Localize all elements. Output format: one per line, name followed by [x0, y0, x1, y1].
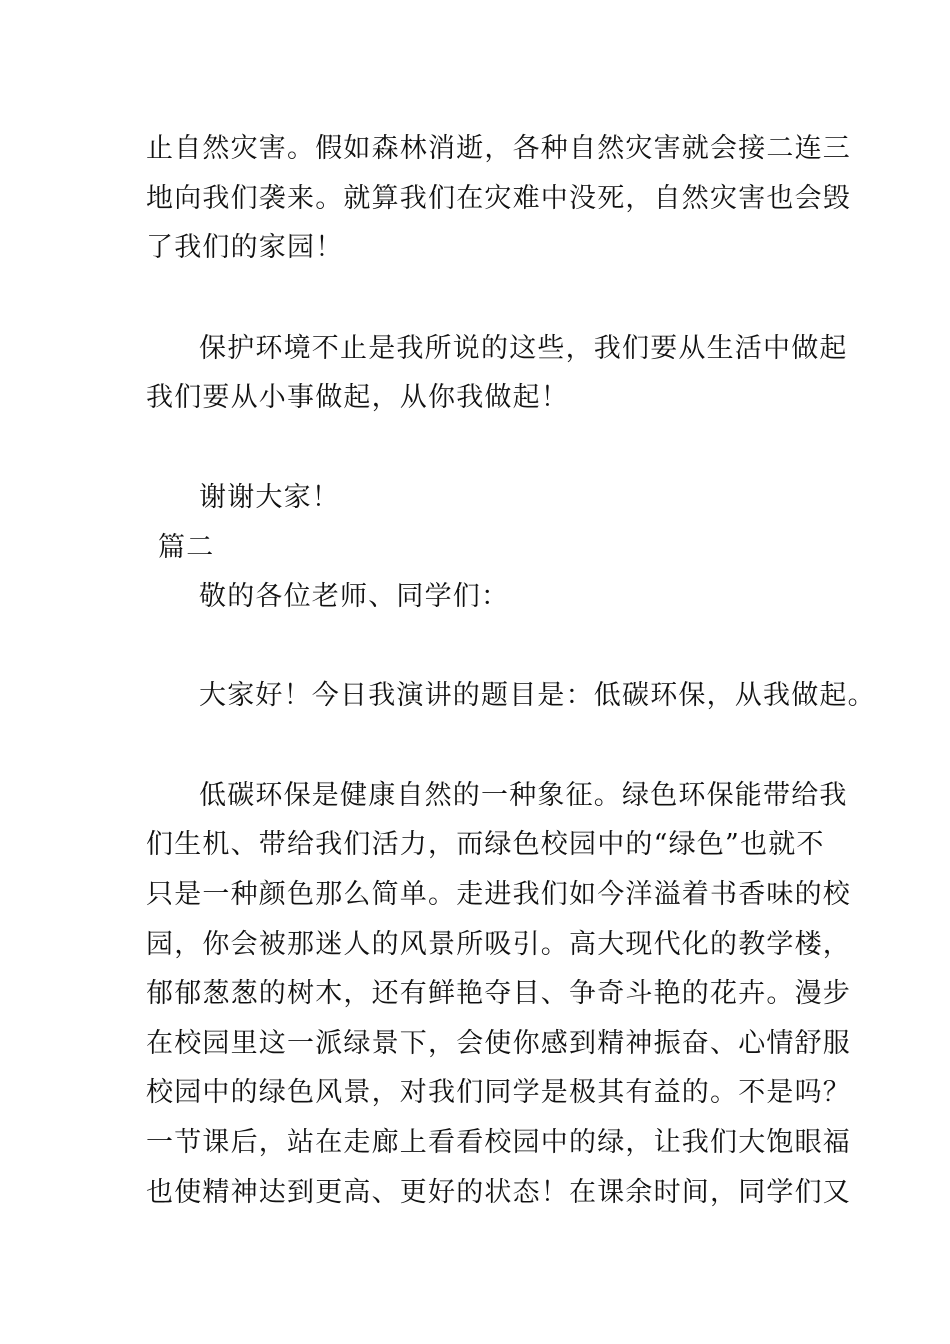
greeting-line: 敬的各位老师、同学们：	[199, 581, 510, 612]
paragraph-line: 也使精神达到更高、更好的状态！在课余时间，同学们又	[146, 1177, 851, 1208]
paragraph-line: 一节课后，站在走廊上看看校园中的绿，让我们大饱眼福	[146, 1127, 851, 1158]
section-title: 篇二	[158, 532, 215, 563]
paragraph-line: 低碳环保是健康自然的一种象征。绿色环保能带给我	[199, 780, 848, 811]
paragraph-line: 地向我们袭来。就算我们在灾难中没死，自然灾害也会毁	[146, 183, 851, 214]
paragraph-line: 保护环境不止是我所说的这些，我们要从生活中做起	[199, 333, 848, 364]
paragraph-line: 在校园里这一派绿景下，会使你感到精神振奋、心情舒服	[146, 1028, 851, 1059]
paragraph-line: 郁郁葱葱的树木，还有鲜艳夺目、争奇斗艳的花卉。漫步	[146, 978, 851, 1009]
paragraph-line: 我们要从小事做起，从你我做起！	[146, 382, 569, 413]
paragraph-line: 只是一种颜色那么简单。走进我们如今洋溢着书香味的校	[146, 879, 851, 910]
paragraph-line: 园，你会被那迷人的风景所吸引。高大现代化的教学楼，	[146, 929, 851, 960]
paragraph-line: 了我们的家园！	[146, 232, 344, 263]
paragraph-line: 校园中的绿色风景，对我们同学是极其有益的。不是吗？	[146, 1077, 851, 1108]
closing-line: 谢谢大家！	[199, 482, 340, 513]
intro-line: 大家好！今日我演讲的题目是：低碳环保，从我做起。	[199, 680, 876, 711]
paragraph-line: 们生机、带给我们活力，而绿色校园中的“绿色”也就不	[146, 829, 825, 860]
paragraph-line: 止自然灾害。假如森林消逝，各种自然灾害就会接二连三	[146, 133, 851, 164]
